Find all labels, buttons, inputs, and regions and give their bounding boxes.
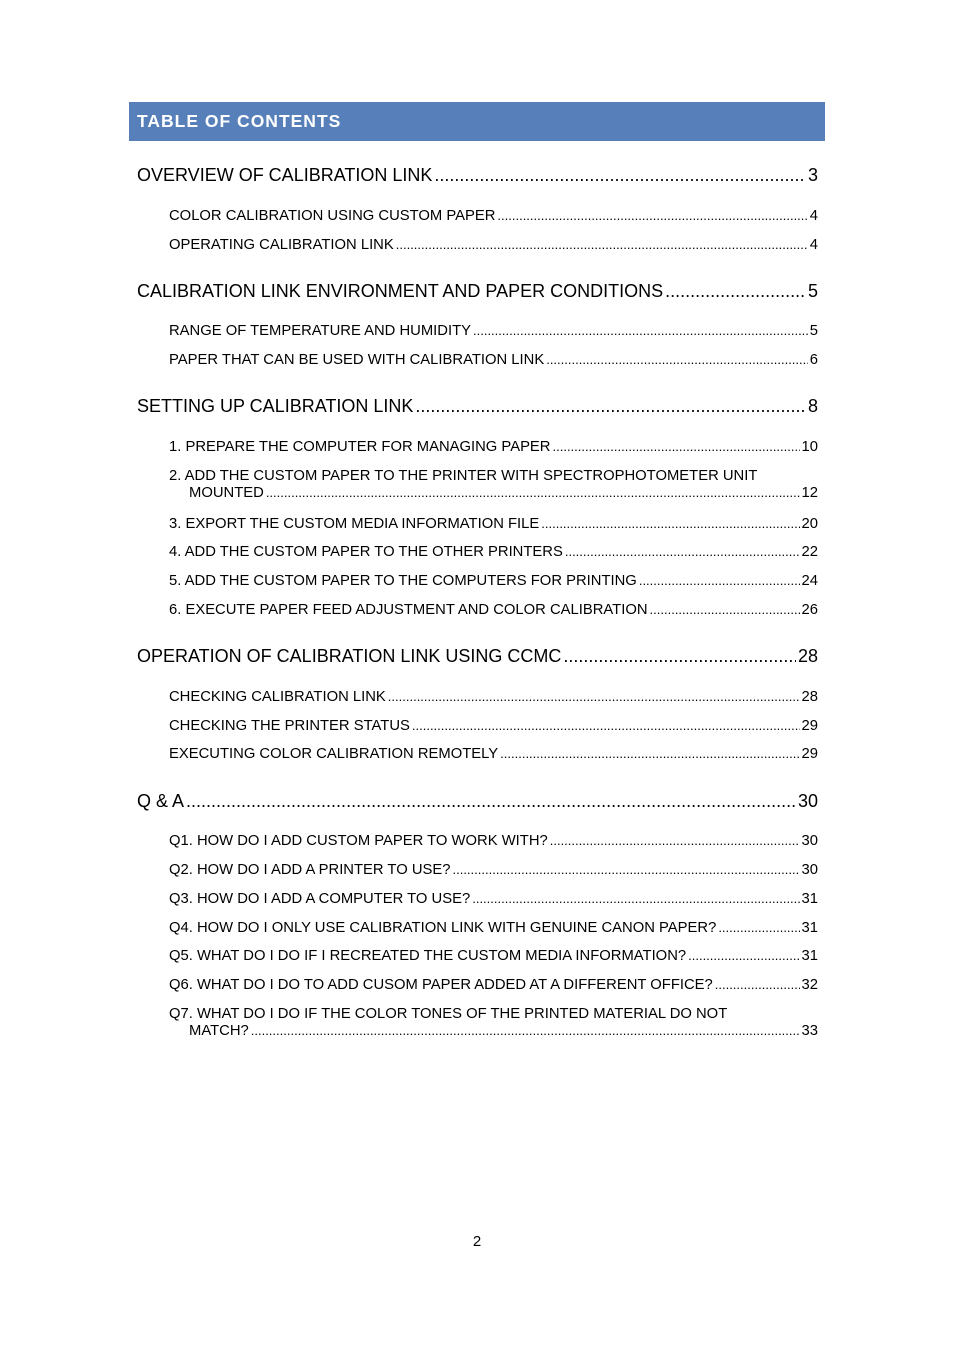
toc-page-number: 30 xyxy=(801,862,818,878)
toc-subsection-title-continued: MATCH? xyxy=(189,1023,249,1039)
leader-dots xyxy=(639,573,800,588)
toc-subsection-title: OPERATING CALIBRATION LINK xyxy=(169,237,394,253)
toc-page-number: 30 xyxy=(801,833,818,849)
toc-page-number: 10 xyxy=(801,439,818,455)
toc-page-number: 12 xyxy=(801,485,818,501)
toc-subsection-entry[interactable] xyxy=(169,544,818,560)
leader-dots xyxy=(473,323,808,338)
toc-subsection-entry[interactable] xyxy=(169,352,818,368)
leader-dots xyxy=(541,516,799,531)
toc-page-number: 4 xyxy=(809,208,818,224)
toc-subsection-title: Q2. HOW DO I ADD A PRINTER TO USE? xyxy=(169,862,451,878)
toc-subsection-entry[interactable] xyxy=(169,862,818,878)
toc-subsection-title: 5. ADD THE CUSTOM PAPER TO THE COMPUTERS FOR PRINTING xyxy=(169,573,637,589)
toc-subsection-title: 4. ADD THE CUSTOM PAPER TO THE OTHER PRINTERS xyxy=(169,544,563,560)
toc-page-number: 29 xyxy=(801,718,818,734)
toc-subsection-entry[interactable] xyxy=(169,323,818,339)
toc-subsection-title: Q1. HOW DO I ADD CUSTOM PAPER TO WORK WITH? xyxy=(169,833,548,849)
leader-dots xyxy=(396,237,808,252)
leader-dots xyxy=(563,646,796,667)
toc-subsection-title: COLOR CALIBRATION USING CUSTOM PAPER xyxy=(169,208,496,224)
toc-section-title: OVERVIEW OF CALIBRATION LINK xyxy=(137,165,433,185)
leader-dots xyxy=(650,602,800,617)
toc-section-entry[interactable] xyxy=(137,165,818,186)
toc-subsection-entry[interactable] xyxy=(169,746,818,762)
leader-dots xyxy=(550,833,800,848)
toc-subsection-title: 1. PREPARE THE COMPUTER FOR MANAGING PAPER xyxy=(169,439,551,455)
toc-section-title: CALIBRATION LINK ENVIRONMENT AND PAPER CONDITIONS xyxy=(137,281,664,301)
leader-dots xyxy=(186,791,796,812)
toc-section-entry[interactable] xyxy=(137,646,818,667)
leader-dots xyxy=(266,485,800,500)
toc-subsection-entry[interactable] xyxy=(169,948,818,964)
toc-subsection-title: 2. ADD THE CUSTOM PAPER TO THE PRINTER WITH SPECTROPHOTOMETER UNIT xyxy=(169,468,758,484)
leader-dots xyxy=(452,862,799,877)
toc-page-number: 30 xyxy=(797,791,818,811)
leader-dots xyxy=(434,165,806,186)
page-number: 2 xyxy=(472,1233,482,1250)
leader-dots xyxy=(565,544,800,559)
leader-dots xyxy=(412,718,800,733)
leader-dots xyxy=(718,920,799,935)
leader-dots xyxy=(553,439,800,454)
toc-subsection-entry[interactable] xyxy=(169,439,818,455)
toc-page-number: 5 xyxy=(807,281,818,301)
toc-section-entry[interactable] xyxy=(137,791,818,812)
toc-subsection-title: CHECKING THE PRINTER STATUS xyxy=(169,718,410,734)
toc-section-entry[interactable] xyxy=(137,281,818,302)
toc-page-number: 31 xyxy=(801,891,818,907)
toc-page-number: 31 xyxy=(801,948,818,964)
toc-page-number: 28 xyxy=(797,646,818,666)
toc-subsection-title: CHECKING CALIBRATION LINK xyxy=(169,689,386,705)
toc-subsection-entry[interactable] xyxy=(169,208,818,224)
toc-subsection-entry[interactable] xyxy=(169,573,818,589)
leader-dots xyxy=(546,352,808,367)
toc-title: TABLE OF CONTENTS xyxy=(137,111,342,131)
toc-page-number: 3 xyxy=(807,165,818,185)
toc-subsection-entry[interactable] xyxy=(169,1006,818,1039)
toc-page-number: 8 xyxy=(807,396,818,416)
leader-dots xyxy=(665,281,806,302)
toc-subsection-title-continued: MOUNTED xyxy=(189,485,264,501)
toc-subsection-title: Q4. HOW DO I ONLY USE CALIBRATION LINK WITH GENUINE CANON PAPER? xyxy=(169,920,717,936)
toc-subsection-entry[interactable] xyxy=(169,833,818,849)
toc-page-number: 33 xyxy=(801,1023,818,1039)
toc-page-number: 28 xyxy=(801,689,818,705)
toc-subsection-entry[interactable] xyxy=(169,237,818,253)
toc-subsection-title: Q6. WHAT DO I DO TO ADD CUSOM PAPER ADDED AT A DIFFERENT OFFICE? xyxy=(169,977,713,993)
toc-page-number: 22 xyxy=(801,544,818,560)
leader-dots xyxy=(500,746,799,761)
leader-dots xyxy=(688,948,799,963)
toc-page-number: 4 xyxy=(809,237,818,253)
leader-dots xyxy=(472,891,799,906)
toc-subsection-entry[interactable] xyxy=(169,602,818,618)
toc-subsection-title: Q5. WHAT DO I DO IF I RECREATED THE CUSTOM MEDIA INFORMATION? xyxy=(169,948,687,964)
toc-subsection-title: 6. EXECUTE PAPER FEED ADJUSTMENT AND COLOR CALIBRATION xyxy=(169,602,648,618)
leader-dots xyxy=(715,977,800,992)
toc-subsection-entry[interactable] xyxy=(169,920,818,936)
toc-subsection-title: 3. EXPORT THE CUSTOM MEDIA INFORMATION FILE xyxy=(169,516,540,532)
toc-page-number: 24 xyxy=(801,573,818,589)
toc-page-number: 26 xyxy=(801,602,818,618)
toc-subsection-entry[interactable] xyxy=(169,516,818,532)
toc-subsection-entry[interactable] xyxy=(169,977,818,993)
leader-dots xyxy=(251,1023,800,1038)
leader-dots xyxy=(497,208,807,223)
leader-dots xyxy=(415,396,806,417)
leader-dots xyxy=(388,689,800,704)
toc-page-number: 29 xyxy=(801,746,818,762)
toc-page-number: 32 xyxy=(801,977,818,993)
toc-page-number: 31 xyxy=(801,920,818,936)
toc-subsection-entry[interactable] xyxy=(169,689,818,705)
toc-section-title: OPERATION OF CALIBRATION LINK USING CCMC xyxy=(137,646,562,666)
toc-page-number: 20 xyxy=(801,516,818,532)
toc-subsection-entry[interactable] xyxy=(169,718,818,734)
toc-subsection-title: Q3. HOW DO I ADD A COMPUTER TO USE? xyxy=(169,891,471,907)
toc-subsection-entry[interactable] xyxy=(169,891,818,907)
toc-subsection-title: RANGE OF TEMPERATURE AND HUMIDITY xyxy=(169,323,471,339)
toc-subsection-title: PAPER THAT CAN BE USED WITH CALIBRATION LINK xyxy=(169,352,545,368)
toc-section-title: SETTING UP CALIBRATION LINK xyxy=(137,396,414,416)
toc-section-entry[interactable] xyxy=(137,396,818,417)
toc-subsection-entry[interactable] xyxy=(169,468,818,501)
toc-page-number: 5 xyxy=(809,323,818,339)
toc-subsection-title: EXECUTING COLOR CALIBRATION REMOTELY xyxy=(169,746,499,762)
toc-subsection-title: Q7. WHAT DO I DO IF THE COLOR TONES OF THE PRINTED MATERIAL DO NOT xyxy=(169,1006,728,1022)
toc-page-number: 6 xyxy=(809,352,818,368)
toc-section-title: Q & A xyxy=(137,791,185,811)
toc-header xyxy=(129,102,825,141)
